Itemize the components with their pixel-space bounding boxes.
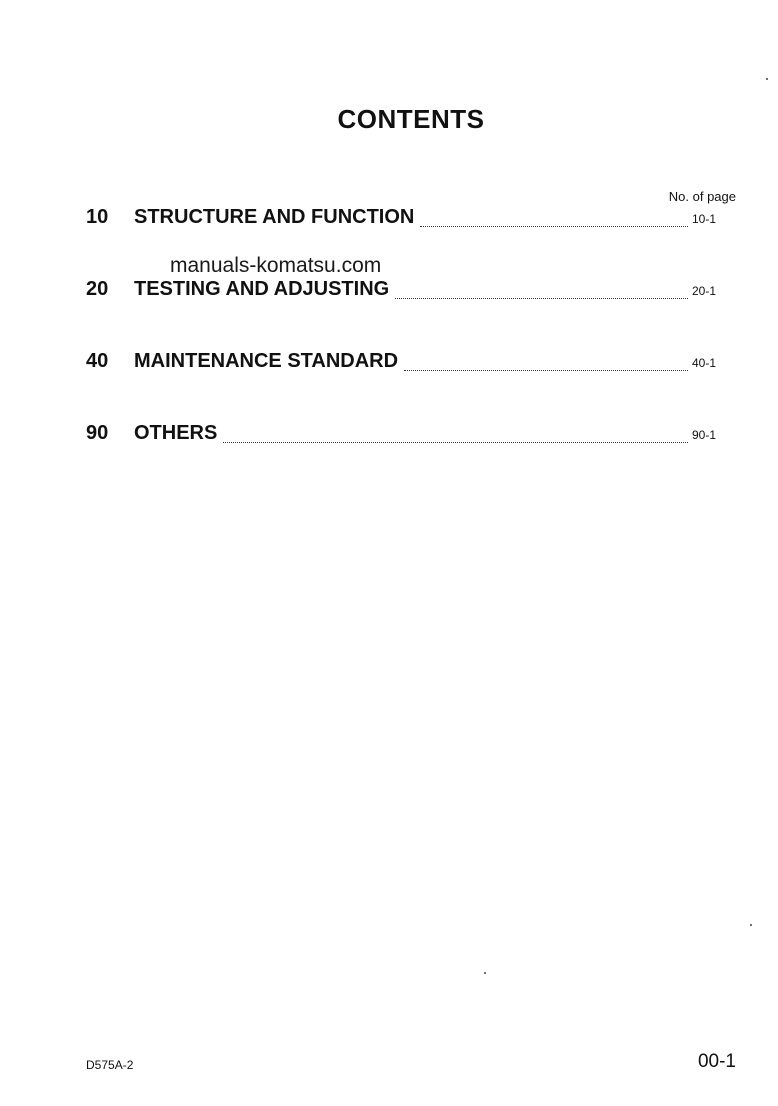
toc-entry-structure-and-function[interactable] — [86, 206, 716, 234]
footer-page-number: 00-1 — [697, 1051, 736, 1072]
toc-entry-number: 20 — [86, 278, 109, 300]
toc-entry-page: 10-1 — [691, 212, 716, 226]
toc-entry-page: 90-1 — [691, 428, 716, 442]
toc-entry-others[interactable] — [86, 422, 716, 450]
dot-leader — [404, 369, 688, 371]
watermark-text: manuals-komatsu.com — [170, 254, 382, 277]
dot-leader — [223, 441, 688, 443]
toc-entry-page: 20-1 — [691, 284, 716, 298]
dot-leader — [395, 297, 688, 299]
toc-entry-title: TESTING AND ADJUSTING — [134, 278, 390, 300]
toc-entry-maintenance-standard[interactable] — [86, 350, 716, 378]
toc-entry-number: 90 — [86, 422, 109, 444]
toc-entry-page: 40-1 — [691, 356, 716, 370]
scan-speck — [766, 78, 768, 80]
scan-speck — [484, 972, 486, 974]
dot-leader — [420, 225, 688, 227]
toc-entry-testing-and-adjusting[interactable] — [86, 278, 716, 306]
toc-entry-number: 10 — [86, 206, 109, 228]
page-number-column-header: No. of page — [668, 189, 736, 204]
scan-speck — [750, 924, 752, 926]
toc-entry-number: 40 — [86, 350, 109, 372]
toc-entry-title: OTHERS — [134, 422, 218, 444]
toc-entry-title: MAINTENANCE STANDARD — [134, 350, 399, 372]
footer-model-code: D575A-2 — [86, 1058, 134, 1072]
page-title: CONTENTS — [337, 104, 485, 134]
toc-entry-title: STRUCTURE AND FUNCTION — [134, 206, 415, 228]
